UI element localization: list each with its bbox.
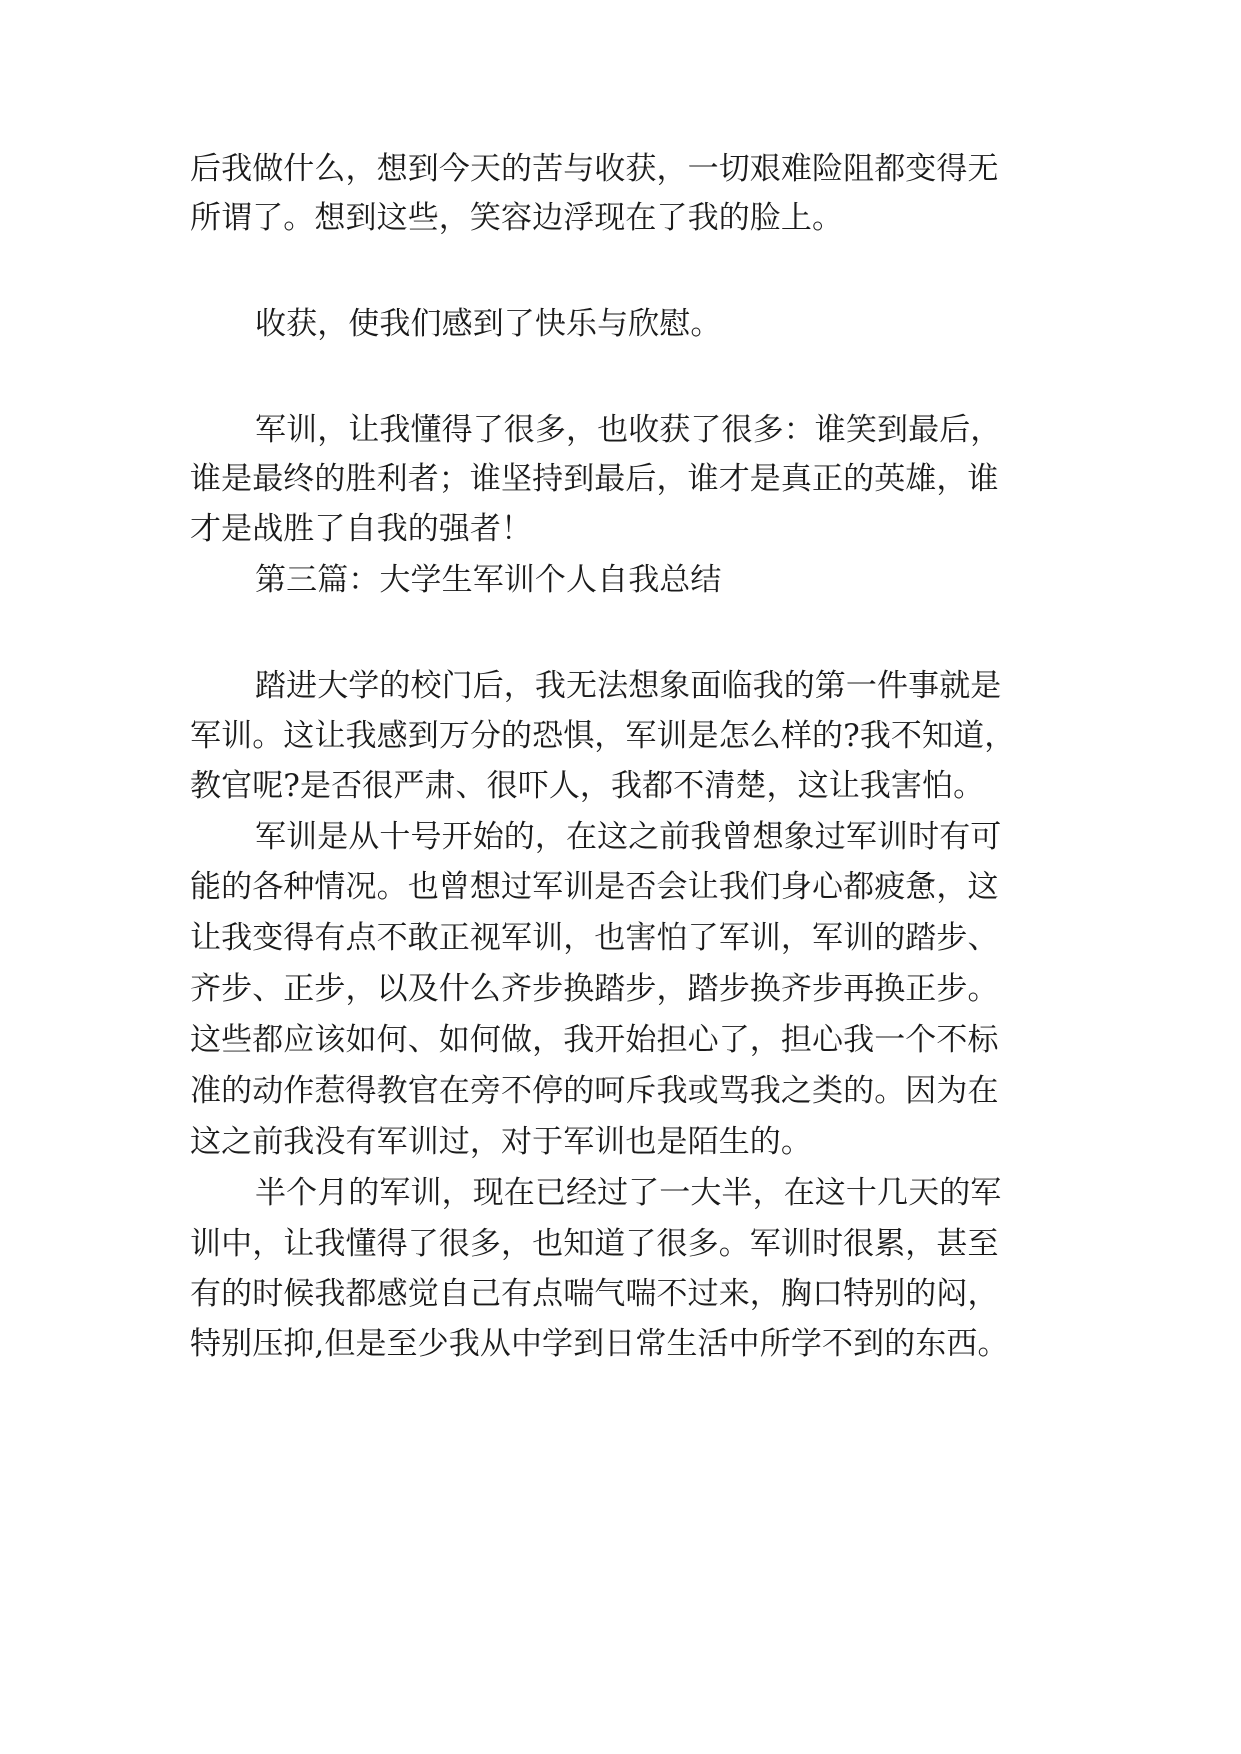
text-line: 训中，让我懂得了很多，也知道了很多。军训时很累，甚至 [190,1226,999,1262]
text-line: 特别压抑,但是至少我从中学到日常生活中所学不到的东西。 [190,1326,1009,1362]
paragraph-line: 军训是从十号开始的，在这之前我曾想象过军训时有可 [255,819,1002,855]
text-line: 齐步、正步，以及什么齐步换踏步，踏步换齐步再换正步。 [190,971,999,1007]
paragraph-line: 收获，使我们感到了快乐与欣慰。 [255,306,722,342]
paragraph-line: 半个月的军训，现在已经过了一大半，在这十几天的军 [255,1175,1002,1211]
text-line: 谁是最终的胜利者；谁坚持到最后，谁才是真正的英雄，谁 [190,461,999,497]
text-line: 才是战胜了自我的强者！ [190,511,533,547]
text-line: 后我做什么，想到今天的苦与收获，一切艰难险阻都变得无 [190,151,999,187]
text-line: 所谓了。想到这些，笑容边浮现在了我的脸上。 [190,200,844,236]
text-line: 让我变得有点不敢正视军训，也害怕了军训，军训的踏步、 [190,920,999,956]
text-line: 这些都应该如何、如何做，我开始担心了，担心我一个不标 [190,1022,999,1058]
text-line: 教官呢?是否很严肃、很吓人，我都不清楚，这让我害怕。 [190,768,985,804]
text-line: 能的各种情况。也曾想过军训是否会让我们身心都疲惫，这 [190,869,999,905]
text-line: 这之前我没有军训过，对于军训也是陌生的。 [190,1124,812,1160]
paragraph-line: 踏进大学的校门后，我无法想象面临我的第一件事就是 [255,668,1002,704]
section-heading: 第三篇：大学生军训个人自我总结 [255,562,722,598]
paragraph-line: 军训，让我懂得了很多，也收获了很多：谁笑到最后， [255,412,1002,448]
text-line: 军训。这让我感到万分的恐惧，军训是怎么样的?我不知道， [190,718,1016,754]
text-line: 有的时候我都感觉自己有点喘气喘不过来，胸口特别的闷， [190,1276,999,1312]
text-line: 准的动作惹得教官在旁不停的呵斥我或骂我之类的。因为在 [190,1073,999,1109]
